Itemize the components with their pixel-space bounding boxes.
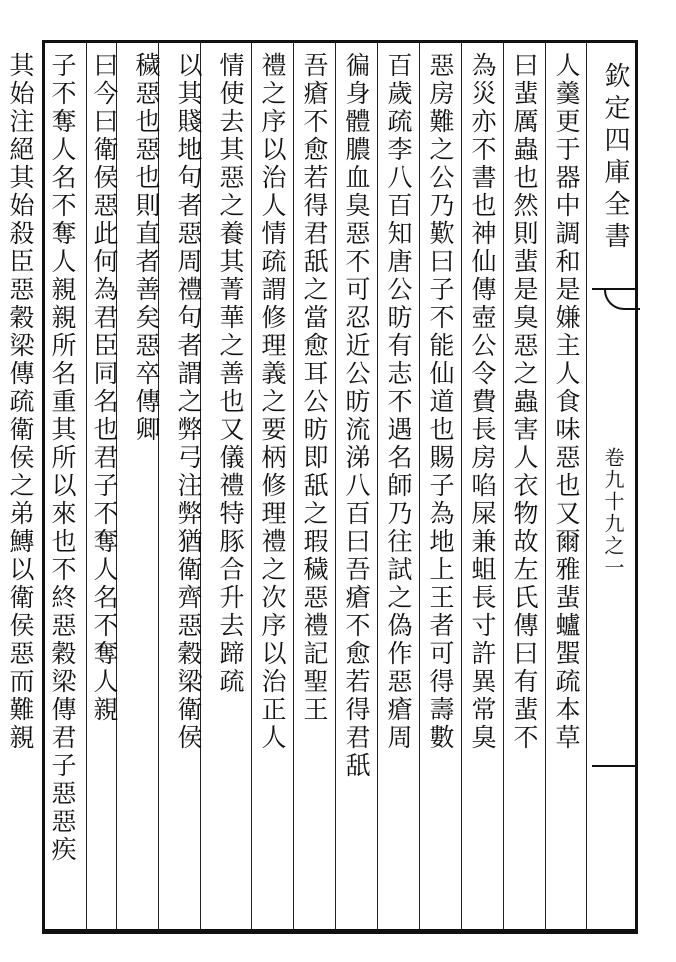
text-column: 徧身體膿血臭惡不可忍近公昉流涕八百曰吾瘡不愈若得君舐 — [342, 52, 371, 780]
text-column: 人羹更于器中調和是嫌主人食味惡也又爾雅蜚蠦蜰疏本草 — [552, 52, 581, 752]
text-column: 禮之序以治人情疏謂修理義之要柄修理禮之次序以治正人 — [258, 52, 287, 752]
text-column: 惡房難之公乃歎曰子不能仙道也賜子為地上王者可得壽數 — [426, 52, 455, 752]
fishtail-mark-bottom — [592, 765, 638, 767]
text-column: 以其賤地句者惡周禮句者謂之弊弓注弊猶衛齊惡穀梁衛侯 — [174, 52, 203, 752]
text-column: 情使去其惡之養其菁華之善也又儀禮特豚合升去蹄疏 — [216, 52, 245, 696]
volume-label: 卷九十九之一 — [601, 447, 625, 579]
header-column — [586, 52, 638, 920]
text-column: 穢惡也惡也則直者善矣惡卒傳卿 — [132, 52, 161, 444]
bottom-border — [42, 930, 638, 934]
text-column: 曰蜚厲蟲也然則蜚是臭惡之蟲害人衣物故左氏傳曰有蜚不 — [510, 52, 539, 752]
text-column: 子不奪人名不奪人親親所名重其所以來也不終惡穀梁傳君子惡惡疾 — [48, 52, 77, 864]
text-column: 其始注絕其始殺臣惡穀梁傳疏衛侯之弟鱄以衛侯惡而難親 — [6, 52, 35, 752]
text-column: 曰今曰衛侯惡此何為君臣同名也君子不奪人名不奪人親 — [90, 52, 119, 724]
text-column: 為災亦不書也神仙傳壺公令費長房啗屎兼蛆長寸許異常臭 — [468, 52, 497, 752]
text-column: 吾瘡不愈若得君舐之當愈耳公昉即舐之瑕穢惡禮記聖王 — [300, 52, 329, 724]
text-column: 百歲疏李八百知唐公昉有志不遇名師乃往試之偽作惡瘡周 — [384, 52, 413, 752]
book-title: 欽定四庫全書 — [600, 62, 630, 254]
column-rule — [586, 42, 587, 930]
